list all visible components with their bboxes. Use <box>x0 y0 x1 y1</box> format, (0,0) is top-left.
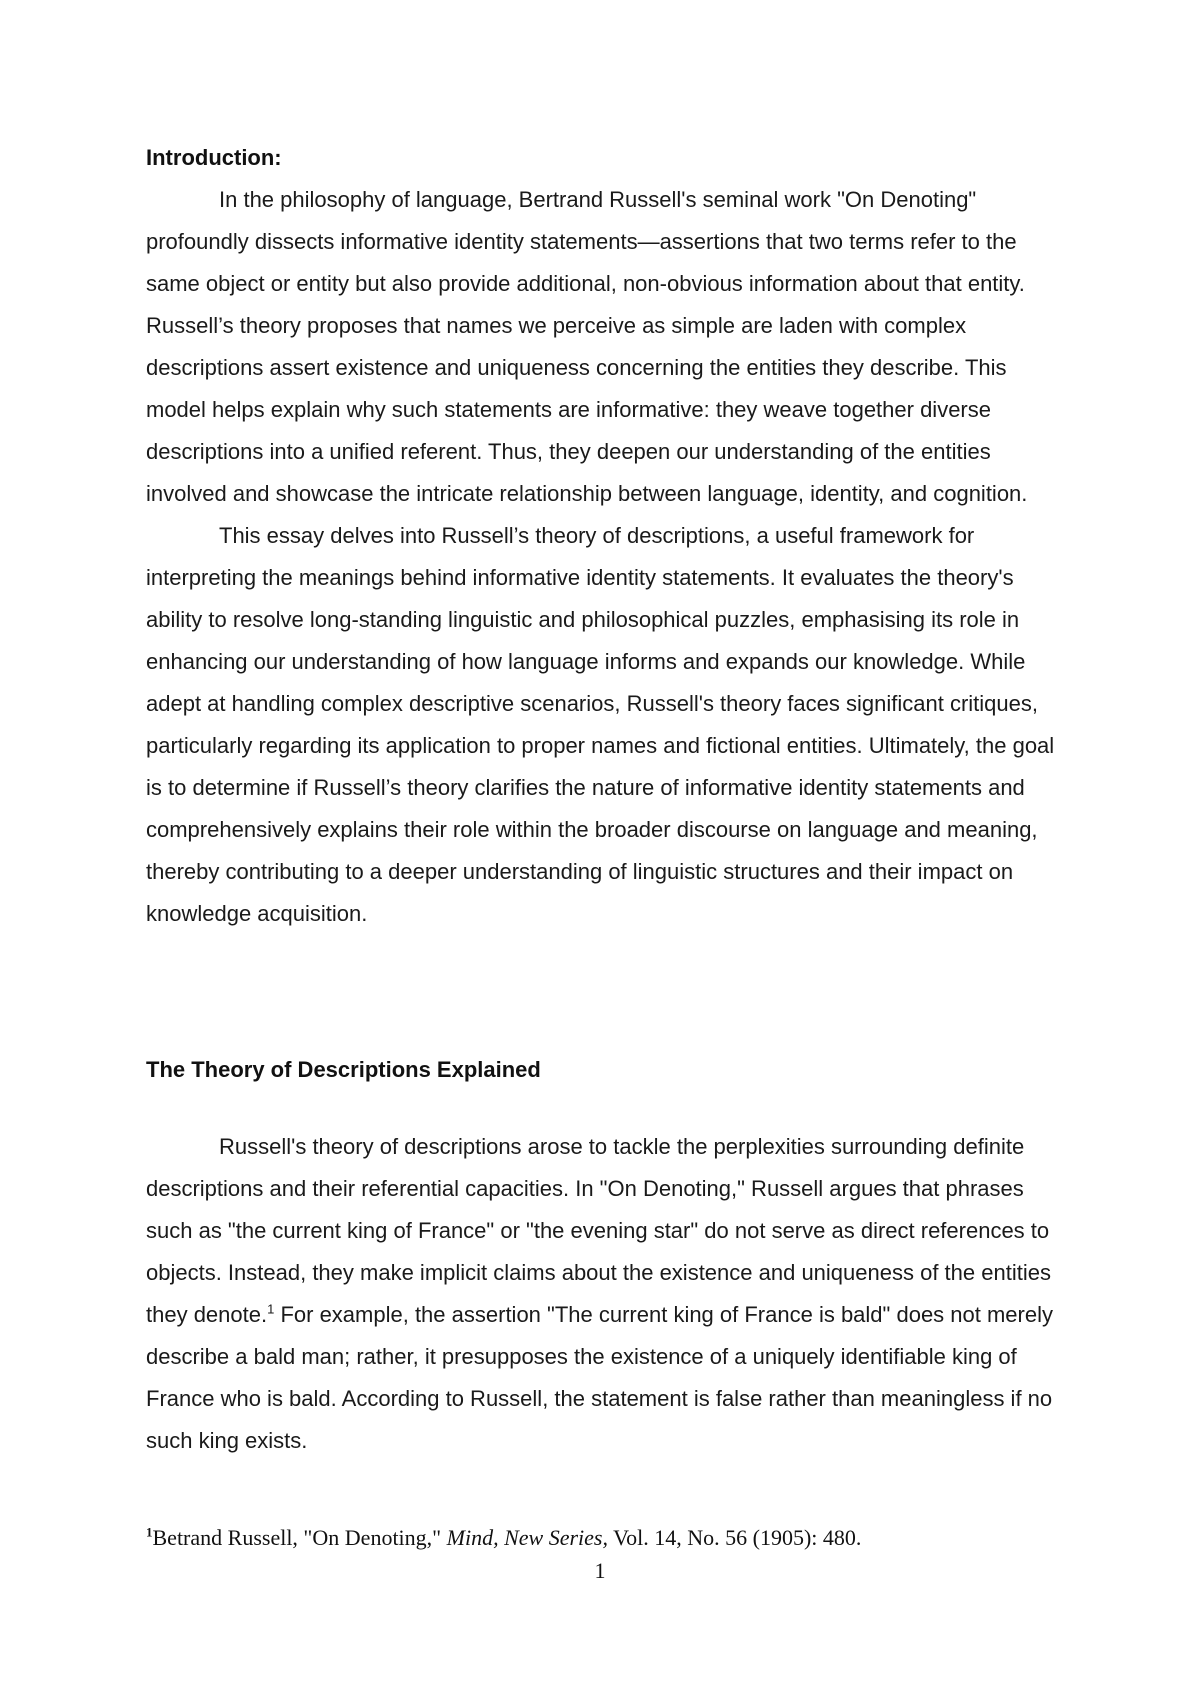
introduction-body <box>146 179 1066 935</box>
introduction-paragraph-1: In the philosophy of language, Bertrand Russell's seminal work "On Denoting" profoundly dissects informative identity statements—assertions that two terms refer to the same object or entity but also provide additional, non-obvious information about that entity. Russell’s theory proposes that names we perceive as simple are laden with complex descriptions assert existence and uniqueness concerning the entities they describe. This model helps explain why such statements are informative: they weave together diverse descriptions into a unified referent. Thus, they deepen our understanding of the entities involved and showcase the intricate relationship between language, identity, and cognition. <box>146 187 1028 506</box>
footnote-journal-title: Mind, New Series, <box>446 1525 608 1550</box>
page-number: 1 <box>594 1558 606 1583</box>
footnote-text-before: Betrand Russell, "On Denoting," <box>152 1525 447 1550</box>
theory-section-heading: The Theory of Descriptions Explained <box>146 1057 541 1082</box>
theory-paragraph <box>146 1126 1066 1462</box>
theory-paragraph-part-1: Russell's theory of descriptions arose to tackle the perplexities surrounding definite descriptions and their referential capacities. In "On Denoting," Russell argues that phrases such as "the current king of France" or "the evening star" do not serve as direct references to objects. Instead, they make implicit claims about the existence and uniqueness of the entities they denote. <box>146 1134 1051 1327</box>
theory-paragraph-part-2: For example, the assertion "The current king of France is bald" does not merely describe a bald man; rather, it presupposes the existence of a uniquely identifiable king of France who is bald. According to Russell, the statement is false rather than meaningless if no such king exists. <box>146 1302 1053 1453</box>
footnote <box>146 1525 861 1551</box>
footnote-text-after: Vol. 14, No. 56 (1905): 480. <box>607 1525 862 1550</box>
footnote-reference: 1 <box>267 1301 275 1317</box>
introduction-heading: Introduction: <box>146 145 282 170</box>
theory-section-body <box>146 1126 1066 1462</box>
introduction-paragraph-2: This essay delves into Russell’s theory of descriptions, a useful framework for interpreting the meanings behind informative identity statements. It evaluates the theory's ability to resolve long-standing linguistic and philosophical puzzles, emphasising its role in enhancing our understanding of how language informs and expands our knowledge. While adept at handling complex descriptive scenarios, Russell's theory faces significant critiques, particularly regarding its application to proper names and fictional entities. Ultimately, the goal is to determine if Russell’s theory clarifies the nature of informative identity statements and comprehensively explains their role within the broader discourse on language and meaning, thereby contributing to a deeper understanding of linguistic structures and their impact on knowledge acquisition. <box>146 523 1055 926</box>
footnote-marker: 1 <box>146 1524 153 1540</box>
